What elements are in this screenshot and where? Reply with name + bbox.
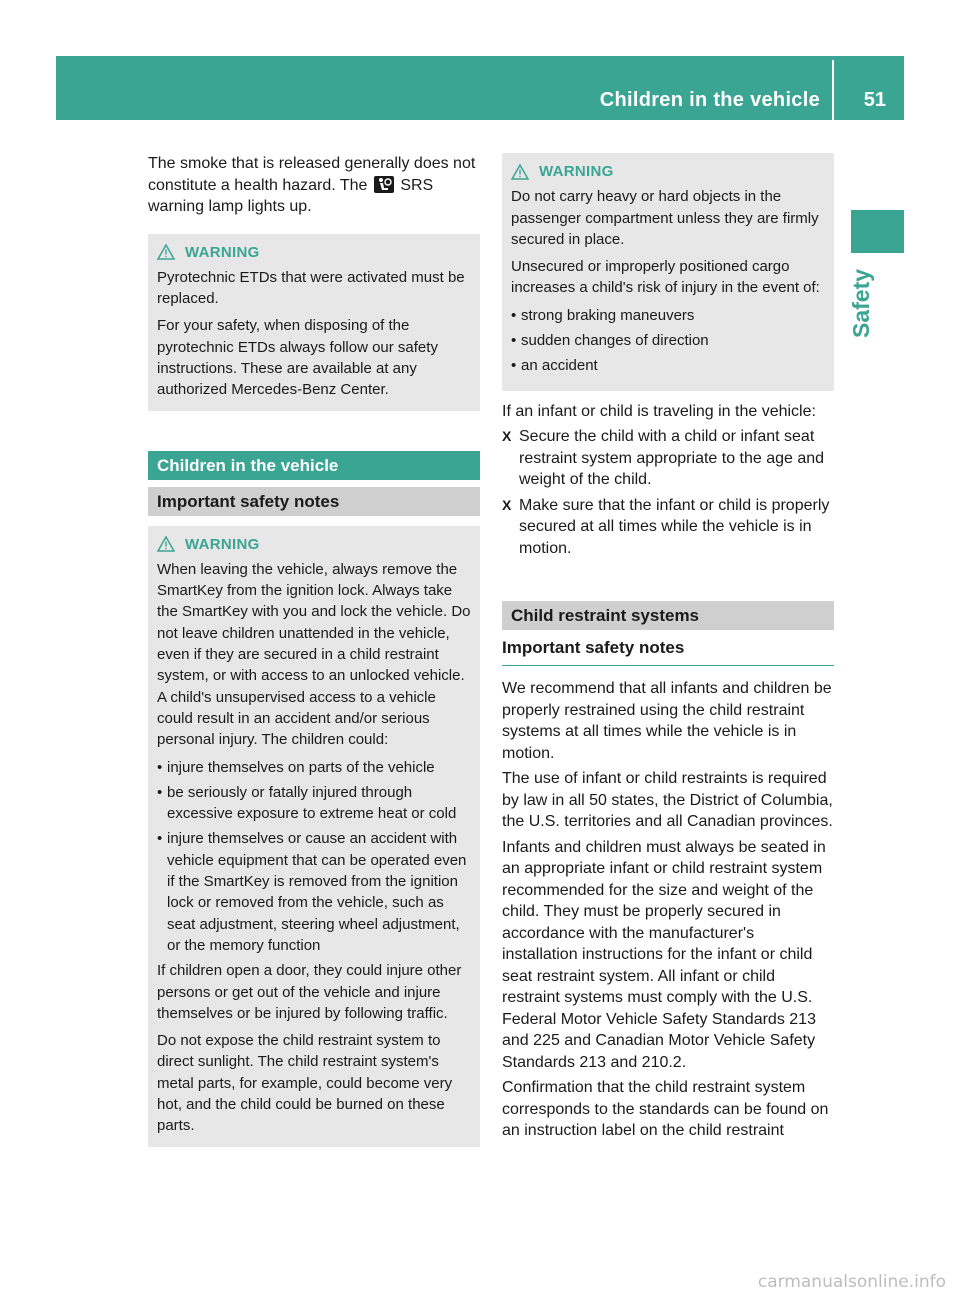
warning-box-cargo [502,153,834,391]
warning-bullet-list [157,757,471,957]
warning-triangle-icon [511,164,529,180]
header-title: Children in the vehicle [599,89,820,111]
paragraph: Infants and children must always be seated in an appropriate infant or child restraint system recommended for the size and weight of the child. They must be properly secured in accordance with the manufacturer's installation instructions for the infant or child seat restraint system. All infant or child restraint systems must comply with the U.S. Federal Motor Vehicle Safety Standards 213 and 225 and Canadian Motor Vehicle Safety Standards 213 and 210.2. [502,838,826,1071]
step-marker-icon: X [502,496,512,513]
list-item: • an accident [511,355,825,376]
warning-box-children [148,526,480,1147]
list-item: • injure themselves on parts of the vehicle [157,757,471,778]
child-restraint-text [502,678,834,1142]
warning-heading: WARNING [157,242,471,263]
section-title-children: Children in the vehicle [148,451,480,480]
right-column [502,153,834,1142]
subsection-title-safety-notes-2: Important safety notes [502,630,834,666]
paragraph: Confirmation that the child restraint system corresponds to the standards can be found on an instruction label on the child restraint [502,1079,829,1140]
paragraph: The use of infant or child restraints is required by law in all 50 states, the District of Columbia, the U.S. territories and all Canadian provinces. [502,770,833,831]
warning-text: For your safety, when disposing of the pyrotechnic ETDs always follow our safety instructions. These are available at any authorized Mercedes-Benz Center. [157,317,438,399]
page-header [56,56,904,120]
warning-text: Unsecured or improperly positioned cargo increases a child's risk of injury in the event of: [511,258,820,297]
watermark: carmanualsonline.info [757,1272,946,1292]
header-divider [832,60,834,120]
section-title-child-restraint: Child restraint systems [502,601,834,630]
subsection-title-safety-notes: Important safety notes [148,487,480,516]
list-item: • sudden changes of direction [511,330,825,351]
warning-text: Do not carry heavy or hard objects in the passenger compartment unless they are firmly secured in place. [511,188,819,248]
left-column [148,153,480,1147]
warning-text: When leaving the vehicle, always remove the SmartKey from the ignition lock. Always take the SmartKey with you and lock the vehicle. Do not leave children unattended in the vehicle, even if they are secured in a child restraint system, or with access to an unlocked vehicle. A child's unsupervised access to a vehicle could result in an accident and/or serious personal injury. The children could: [157,560,471,749]
warning-text: Pyrotechnic ETDs that were activated must be replaced. [157,268,465,308]
warning-bullet-list [511,305,825,377]
intro-line-3: warning lamp lights up. [148,198,312,215]
infant-intro: If an infant or child is traveling in the vehicle: [502,402,816,420]
warning-text: Do not expose the child restraint system to direct sunlight. The child restraint system's metal parts, for example, could become very hot, and the child could be burned on these parts. [157,1032,453,1135]
list-item: • strong braking maneuvers [511,305,825,326]
warning-heading: WARNING [157,534,471,555]
list-item: • injure themselves or cause an accident with vehicle equipment that can be operated even if the SmartKey is removed from the ignition lock or removed from the vehicle, such as seat adjustment, steering wheel adjustment, or the memory function [157,828,471,956]
intro-text [148,153,480,218]
intro-line-1: The smoke that is released generally does not [148,155,476,172]
warning-triangle-icon [157,244,175,260]
warning-box-etd [148,234,480,411]
paragraph: We recommend that all infants and children be properly restrained using the child restraint systems at all times while the vehicle is in motion. [502,680,832,762]
instruction-step: X Make sure that the infant or child is properly secured at all times while the vehicle is in motion. [502,496,830,557]
warning-triangle-icon [157,536,175,552]
page-number: 51 [863,89,886,111]
airbag-warning-icon [374,176,394,193]
step-marker-icon: X [502,428,512,445]
intro-line-2: constitute a health hazard. The SRS [148,176,434,194]
warning-heading: WARNING [511,161,825,182]
instruction-steps [502,426,834,559]
instruction-step: X Secure the child with a child or infant seat restraint system appropriate to the age and weight of the child. [502,428,825,489]
list-item: • be seriously or fatally injured through excessive exposure to extreme heat or cold [157,782,471,825]
side-tab-marker [851,210,904,253]
warning-text: If children open a door, they could injure other persons or get out of the vehicle and injure themselves or be injured by following traffic. [157,962,462,1022]
